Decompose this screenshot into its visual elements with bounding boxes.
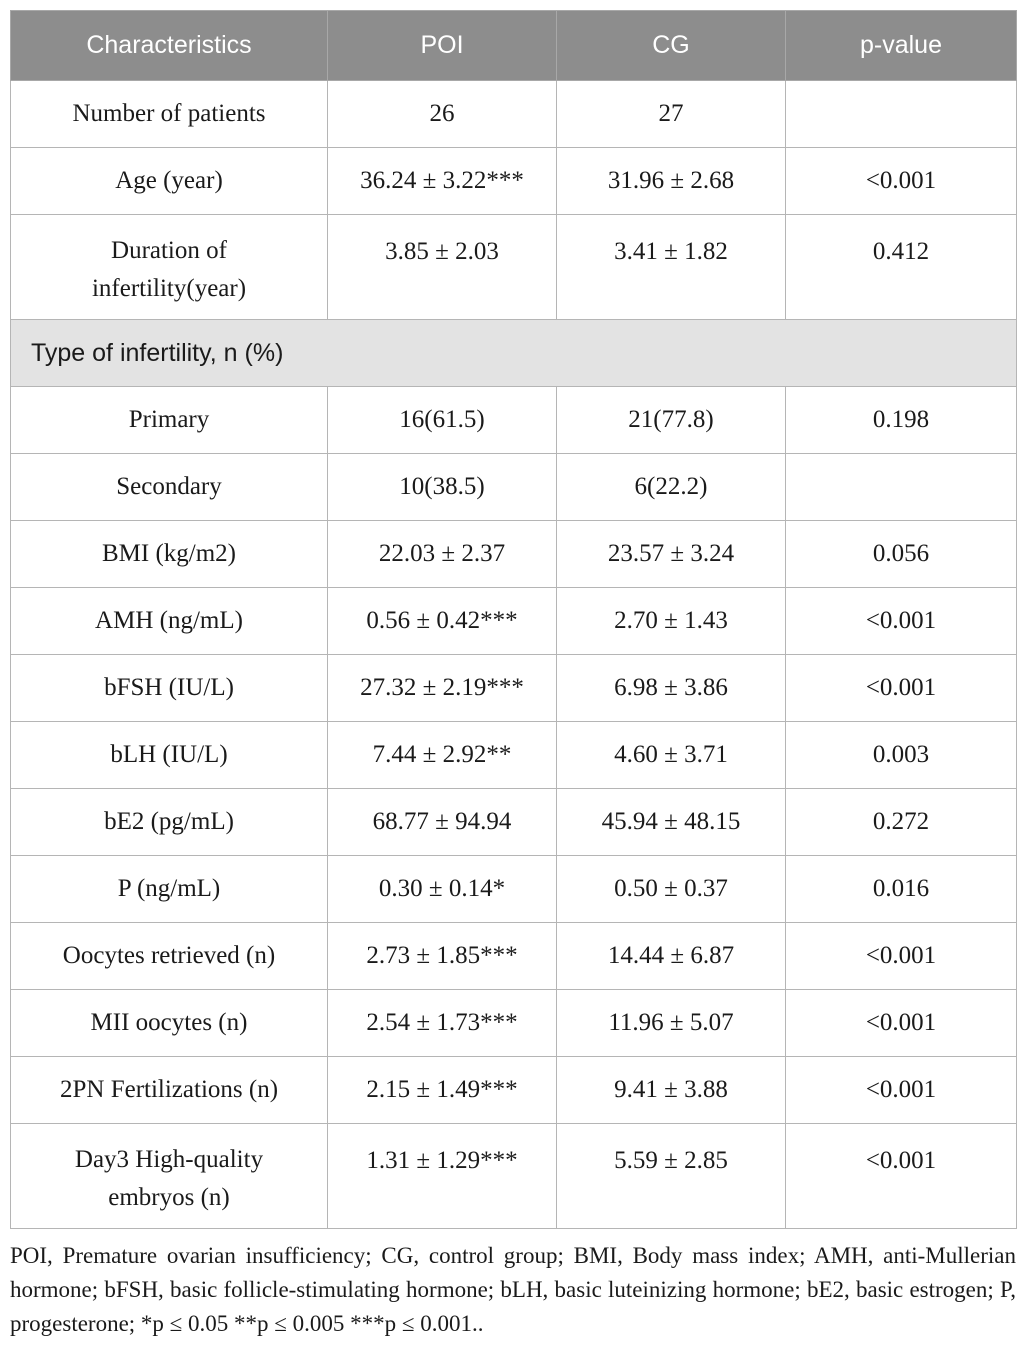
poi-value: 1.31 ± 1.29*** <box>328 1124 557 1229</box>
row-label-line1: Day3 High-quality <box>74 1146 264 1173</box>
table-container <box>10 10 1016 1229</box>
table-row <box>11 923 1017 990</box>
table-row <box>11 454 1017 521</box>
cg-value: 0.50 ± 0.37 <box>557 856 786 923</box>
table-row <box>11 655 1017 722</box>
row-label: 2PN Fertilizations (n) <box>11 1057 328 1124</box>
poi-value: 16(61.5) <box>328 387 557 454</box>
cg-value: 21(77.8) <box>557 387 786 454</box>
poi-value: 0.30 ± 0.14* <box>328 856 557 923</box>
p-value <box>786 81 1017 148</box>
poi-value: 2.73 ± 1.85*** <box>328 923 557 990</box>
p-value: 0.003 <box>786 722 1017 789</box>
table-row <box>11 1057 1017 1124</box>
section-row <box>11 320 1017 387</box>
poi-value: 36.24 ± 3.22*** <box>328 148 557 215</box>
cg-value: 2.70 ± 1.43 <box>557 588 786 655</box>
cg-value: 4.60 ± 3.71 <box>557 722 786 789</box>
poi-value: 7.44 ± 2.92** <box>328 722 557 789</box>
table-body <box>11 81 1017 1229</box>
p-value: <0.001 <box>786 990 1017 1057</box>
row-label: AMH (ng/mL) <box>11 588 328 655</box>
table-row <box>11 387 1017 454</box>
p-value: 0.056 <box>786 521 1017 588</box>
cg-value: 31.96 ± 2.68 <box>557 148 786 215</box>
poi-value: 2.15 ± 1.49*** <box>328 1057 557 1124</box>
cg-value: 14.44 ± 6.87 <box>557 923 786 990</box>
table-row <box>11 215 1017 320</box>
table-row <box>11 588 1017 655</box>
table-row <box>11 81 1017 148</box>
row-label-line1: Duration of <box>111 237 227 264</box>
cg-value: 23.57 ± 3.24 <box>557 521 786 588</box>
row-label <box>11 215 328 320</box>
cg-value: 6(22.2) <box>557 454 786 521</box>
row-label: bFSH (IU/L) <box>11 655 328 722</box>
table-row <box>11 722 1017 789</box>
row-label-line2: embryos (n) <box>108 1184 230 1211</box>
p-value: <0.001 <box>786 588 1017 655</box>
p-value: 0.272 <box>786 789 1017 856</box>
poi-value: 2.54 ± 1.73*** <box>328 990 557 1057</box>
poi-value: 0.56 ± 0.42*** <box>328 588 557 655</box>
header-p-value: p-value <box>786 11 1017 81</box>
header-row <box>11 11 1017 81</box>
p-value: <0.001 <box>786 1124 1017 1229</box>
row-label <box>11 1124 328 1229</box>
row-label: BMI (kg/m2) <box>11 521 328 588</box>
poi-value: 68.77 ± 94.94 <box>328 789 557 856</box>
p-value: 0.016 <box>786 856 1017 923</box>
cg-value: 9.41 ± 3.88 <box>557 1057 786 1124</box>
row-label: Secondary <box>11 454 328 521</box>
section-label: Type of infertility, n (%) <box>11 320 1017 387</box>
row-label: Age (year) <box>11 148 328 215</box>
table-footnote: POI, Premature ovarian insufficiency; CG, control group; BMI, Body mass index; AMH, anti-Mullerian hormone; bFSH, basic follicle-stimulating hormone; bLH, basic luteinizing hormone; bE2, basic estrogen; P, progesterone; *p ≤ 0.05 **p ≤ 0.005 ***p ≤ 0.001.. <box>10 1243 1016 1336</box>
cg-value: 45.94 ± 48.15 <box>557 789 786 856</box>
table-header <box>11 11 1017 81</box>
p-value: <0.001 <box>786 655 1017 722</box>
p-value: 0.198 <box>786 387 1017 454</box>
poi-value: 22.03 ± 2.37 <box>328 521 557 588</box>
poi-value: 3.85 ± 2.03 <box>328 215 557 320</box>
p-value <box>786 454 1017 521</box>
header-characteristics: Characteristics <box>11 11 328 81</box>
cg-value: 5.59 ± 2.85 <box>557 1124 786 1229</box>
p-value: <0.001 <box>786 923 1017 990</box>
row-label-line2: infertility(year) <box>91 275 247 302</box>
poi-value: 26 <box>328 81 557 148</box>
row-label: Number of patients <box>11 81 328 148</box>
row-label: Primary <box>11 387 328 454</box>
p-value: <0.001 <box>786 1057 1017 1124</box>
row-label: bE2 (pg/mL) <box>11 789 328 856</box>
p-value: 0.412 <box>786 215 1017 320</box>
row-label: bLH (IU/L) <box>11 722 328 789</box>
table-row <box>11 148 1017 215</box>
poi-value: 27.32 ± 2.19*** <box>328 655 557 722</box>
cg-value: 3.41 ± 1.82 <box>557 215 786 320</box>
table-row <box>11 789 1017 856</box>
p-value: <0.001 <box>786 148 1017 215</box>
row-label: Oocytes retrieved (n) <box>11 923 328 990</box>
header-cg: CG <box>557 11 786 81</box>
row-label: P (ng/mL) <box>11 856 328 923</box>
poi-value: 10(38.5) <box>328 454 557 521</box>
cg-value: 6.98 ± 3.86 <box>557 655 786 722</box>
table-row <box>11 990 1017 1057</box>
cg-value: 11.96 ± 5.07 <box>557 990 786 1057</box>
table-row <box>11 856 1017 923</box>
row-label: MII oocytes (n) <box>11 990 328 1057</box>
table-row <box>11 1124 1017 1229</box>
header-poi: POI <box>328 11 557 81</box>
table-row <box>11 521 1017 588</box>
cg-value: 27 <box>557 81 786 148</box>
characteristics-table <box>10 10 1017 1229</box>
